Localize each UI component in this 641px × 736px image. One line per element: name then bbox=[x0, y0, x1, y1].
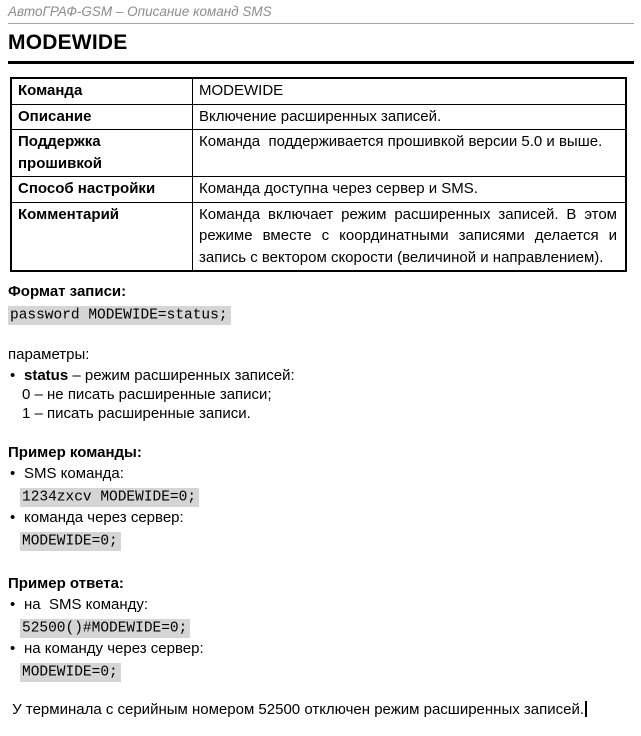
param-status-text bbox=[24, 366, 295, 385]
running-header-text: АвтоГРАФ-GSM – Описание команд SMS bbox=[8, 4, 272, 19]
param-desc: – режим расширенных записей: bbox=[68, 367, 295, 384]
response-example-heading: Пример ответа: bbox=[8, 575, 124, 592]
item-label: команда через сервер: bbox=[24, 509, 184, 526]
row-value: Команда доступна через сервер и SMS. bbox=[193, 177, 627, 203]
code-line bbox=[20, 530, 634, 550]
param-name: status bbox=[24, 367, 69, 384]
bullet-marker: • bbox=[10, 596, 16, 613]
header-rule bbox=[8, 23, 634, 24]
param-option-0: 0 – не писать расширенные записи; bbox=[22, 386, 272, 403]
code-line bbox=[20, 617, 634, 637]
row-label: Описание bbox=[11, 104, 193, 130]
table-row bbox=[11, 78, 626, 104]
list-item bbox=[8, 464, 634, 483]
format-code-line bbox=[8, 304, 634, 324]
row-value: Команда поддерживается прошивкой версии 5.0 и выше. bbox=[193, 130, 627, 177]
table-row bbox=[11, 130, 626, 177]
command-example-heading: Пример команды: bbox=[8, 444, 142, 461]
bullet-marker: • bbox=[10, 509, 16, 526]
param-status-item bbox=[8, 366, 634, 385]
note-text: У терминала с серийным номером 52500 отключен режим расширенных записей. bbox=[8, 701, 585, 718]
note-paragraph[interactable] bbox=[8, 700, 634, 719]
title-rule bbox=[8, 61, 634, 64]
row-label: Комментарий bbox=[11, 202, 193, 271]
table-row bbox=[11, 202, 626, 271]
code-snippet: 52500()#MODEWIDE=0; bbox=[20, 619, 190, 639]
list-item bbox=[8, 595, 634, 614]
code-snippet: 1234zxcv MODEWIDE=0; bbox=[20, 488, 199, 508]
bullet-marker: • bbox=[10, 465, 16, 482]
list-item bbox=[8, 508, 634, 527]
list-item bbox=[8, 639, 634, 658]
code-line bbox=[20, 661, 634, 681]
code-snippet: MODEWIDE=0; bbox=[20, 663, 121, 683]
running-header bbox=[8, 0, 634, 20]
command-table bbox=[10, 77, 627, 272]
bullet-marker: • bbox=[10, 367, 16, 384]
parameters-label: параметры: bbox=[8, 346, 90, 363]
item-label: SMS команда: bbox=[24, 465, 124, 482]
row-label: Команда bbox=[11, 78, 193, 104]
table-row bbox=[11, 177, 626, 203]
text-caret bbox=[585, 701, 587, 717]
row-label: Способ настройки bbox=[11, 177, 193, 203]
row-value: Включение расширенных записей. bbox=[193, 104, 627, 130]
row-label: Поддержка прошивкой bbox=[11, 130, 193, 177]
item-label: на команду через сервер: bbox=[24, 640, 204, 657]
code-snippet: MODEWIDE=0; bbox=[20, 532, 121, 552]
table-row bbox=[11, 104, 626, 130]
format-heading: Формат записи: bbox=[8, 283, 127, 300]
page-title: MODEWIDE bbox=[8, 31, 128, 54]
param-option-1: 1 – писать расширенные записи. bbox=[22, 405, 251, 422]
item-label: на SMS команду: bbox=[24, 596, 149, 613]
row-value: Команда включает режим расширенных записей. В этом режиме вместе с координатными записями делается и запись с вектором скорости (величиной и направлением). bbox=[193, 202, 627, 271]
code-line bbox=[20, 486, 634, 506]
code-snippet: password MODEWIDE=status; bbox=[8, 306, 231, 326]
bullet-marker: • bbox=[10, 640, 16, 657]
row-value: MODEWIDE bbox=[193, 78, 627, 104]
